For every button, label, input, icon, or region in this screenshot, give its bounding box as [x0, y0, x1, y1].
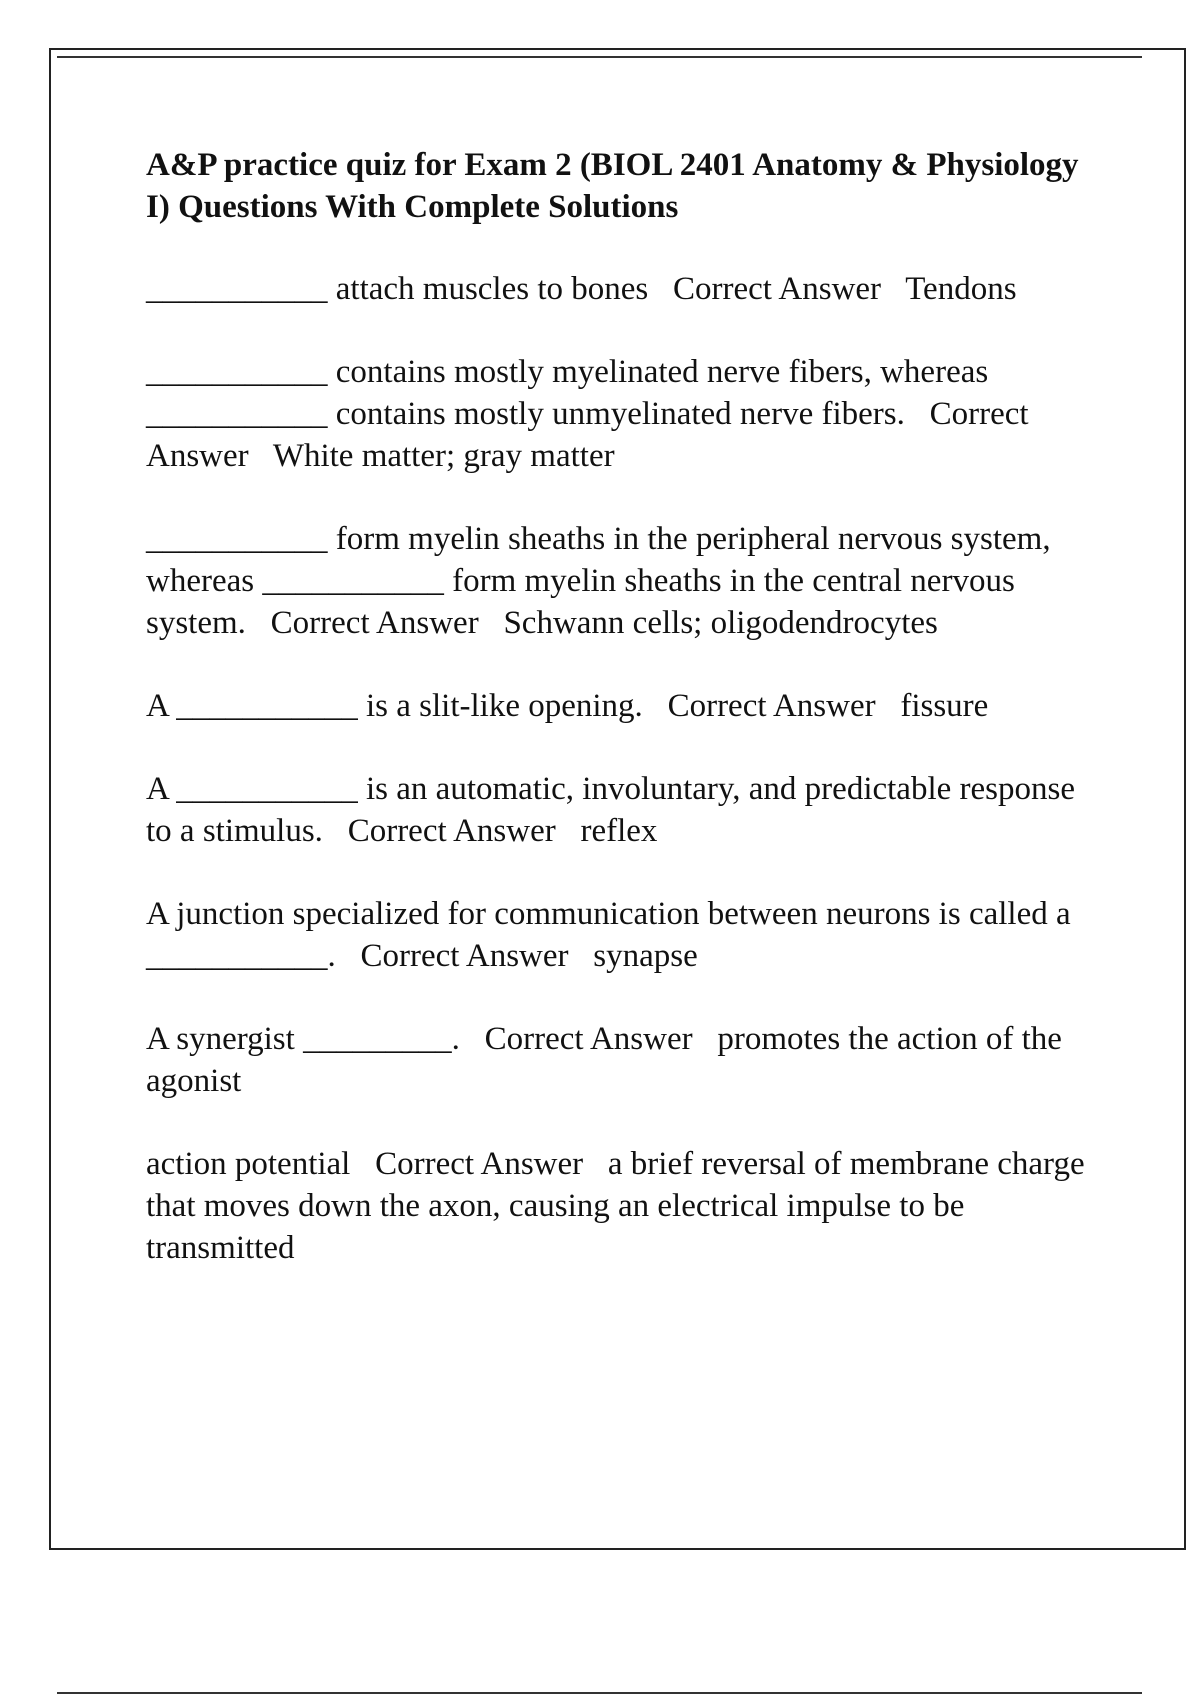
answer-label: Correct Answer — [673, 271, 882, 307]
question-text: A junction specialized for communication between neurons is called a ___________. — [146, 896, 1071, 974]
answer-text: fissure — [900, 688, 989, 724]
answer-label: Correct Answer — [484, 1021, 693, 1057]
answer-text: synapse — [593, 938, 698, 974]
answer-text: Tendons — [905, 271, 1017, 307]
qa-item — [146, 1143, 1096, 1269]
question-text: ___________ attach muscles to bones — [146, 271, 649, 307]
question-text: action potential — [146, 1146, 351, 1182]
answer-label: Correct Answer — [270, 605, 479, 641]
qa-item — [146, 518, 1096, 644]
question-text: A synergist _________. — [146, 1021, 460, 1057]
qa-item — [146, 893, 1096, 977]
qa-item — [146, 768, 1096, 852]
document-title: A&P practice quiz for Exam 2 (BIOL 2401 Anatomy & Physiology I) Questions With Complete Solutions — [146, 147, 1079, 225]
question-text: A ___________ is an automatic, involuntary, and predictable response to a stimulus. — [146, 771, 1075, 849]
answer-label: Correct Answer — [667, 688, 876, 724]
answer-label: Correct Answer — [347, 813, 556, 849]
question-text: ___________ form myelin sheaths in the peripheral nervous system, whereas ___________ form myelin sheaths in the central nervous system. — [146, 521, 1051, 641]
top-rule — [57, 56, 1142, 58]
qa-item — [146, 1018, 1096, 1102]
answer-text: reflex — [580, 813, 658, 849]
qa-item — [146, 268, 1096, 310]
document-body — [146, 144, 1096, 1310]
answer-label: Correct Answer — [375, 1146, 584, 1182]
answer-text: a brief reversal of membrane charge that moves down the axon, causing an electrical impulse to be transmitted — [146, 1146, 1085, 1266]
qa-item — [146, 685, 1096, 727]
question-text: ___________ contains mostly myelinated nerve fibers, whereas ___________ contains mostly unmyelinated nerve fibers. — [146, 354, 989, 432]
answer-text: White matter; gray matter — [272, 438, 615, 474]
answer-text: promotes the action of the agonist — [146, 1021, 1062, 1099]
qa-item — [146, 351, 1096, 477]
footer-rule — [57, 1692, 1142, 1694]
question-text: A ___________ is a slit-like opening. — [146, 688, 643, 724]
answer-label: Correct Answer — [360, 938, 569, 974]
answer-label: Correct Answer — [146, 396, 1029, 474]
answer-text: Schwann cells; oligodendrocytes — [503, 605, 938, 641]
